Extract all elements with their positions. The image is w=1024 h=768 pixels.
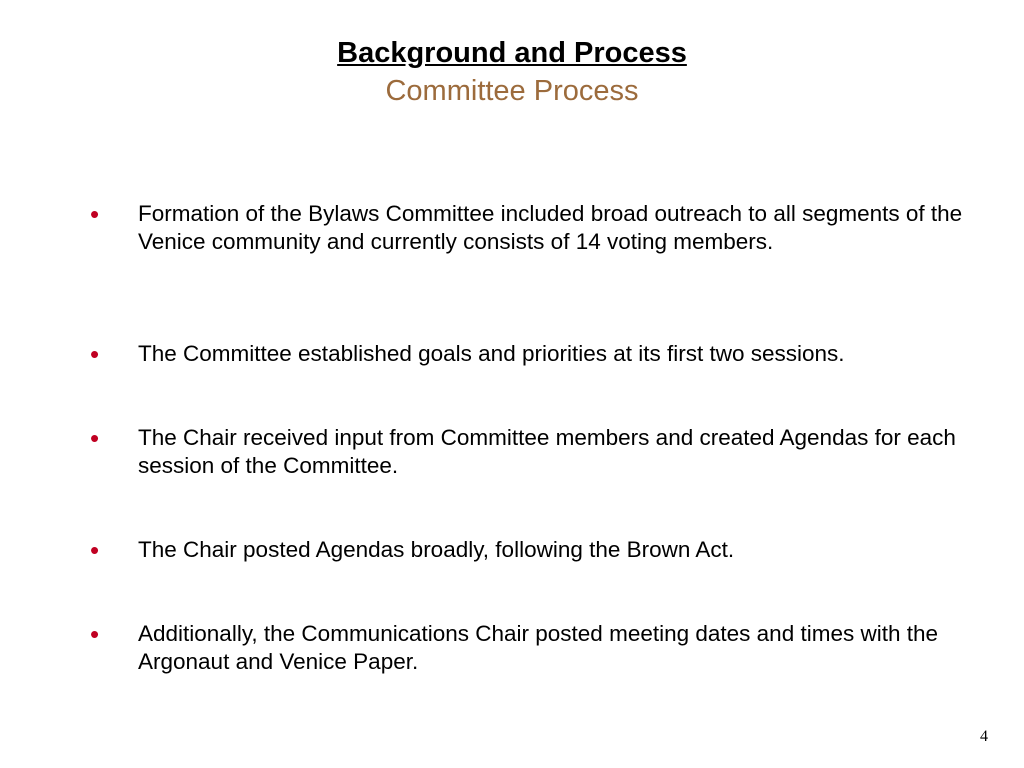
bullet-item [90, 536, 970, 564]
title-block [0, 34, 1024, 110]
bullet-item [90, 340, 970, 368]
slide-subtitle: Committee Process [385, 75, 639, 107]
bullet-text: The Chair received input from Committee members and created Agendas for each session of the Committee. [138, 425, 956, 478]
bullet-item [90, 620, 970, 676]
bullet-item [90, 200, 970, 256]
bullet-dot-icon: • [90, 423, 100, 453]
bullet-text: Formation of the Bylaws Committee included broad outreach to all segments of the Venice community and currently consists of 14 voting members. [138, 201, 963, 254]
bullet-dot-icon: • [90, 339, 100, 369]
bullet-text: The Committee established goals and priorities at its first two sessions. [138, 341, 845, 366]
bullet-item [90, 424, 970, 480]
bullet-dot-icon: • [90, 535, 100, 565]
page-number: 4 [980, 728, 988, 745]
bullet-dot-icon: • [90, 199, 100, 229]
bullet-dot-icon: • [90, 619, 100, 649]
bullet-text: The Chair posted Agendas broadly, following the Brown Act. [138, 537, 735, 562]
bullet-text: Additionally, the Communications Chair posted meeting dates and times with the Argonaut and Venice Paper. [138, 621, 939, 674]
slide-title: Background and Process [337, 37, 687, 69]
